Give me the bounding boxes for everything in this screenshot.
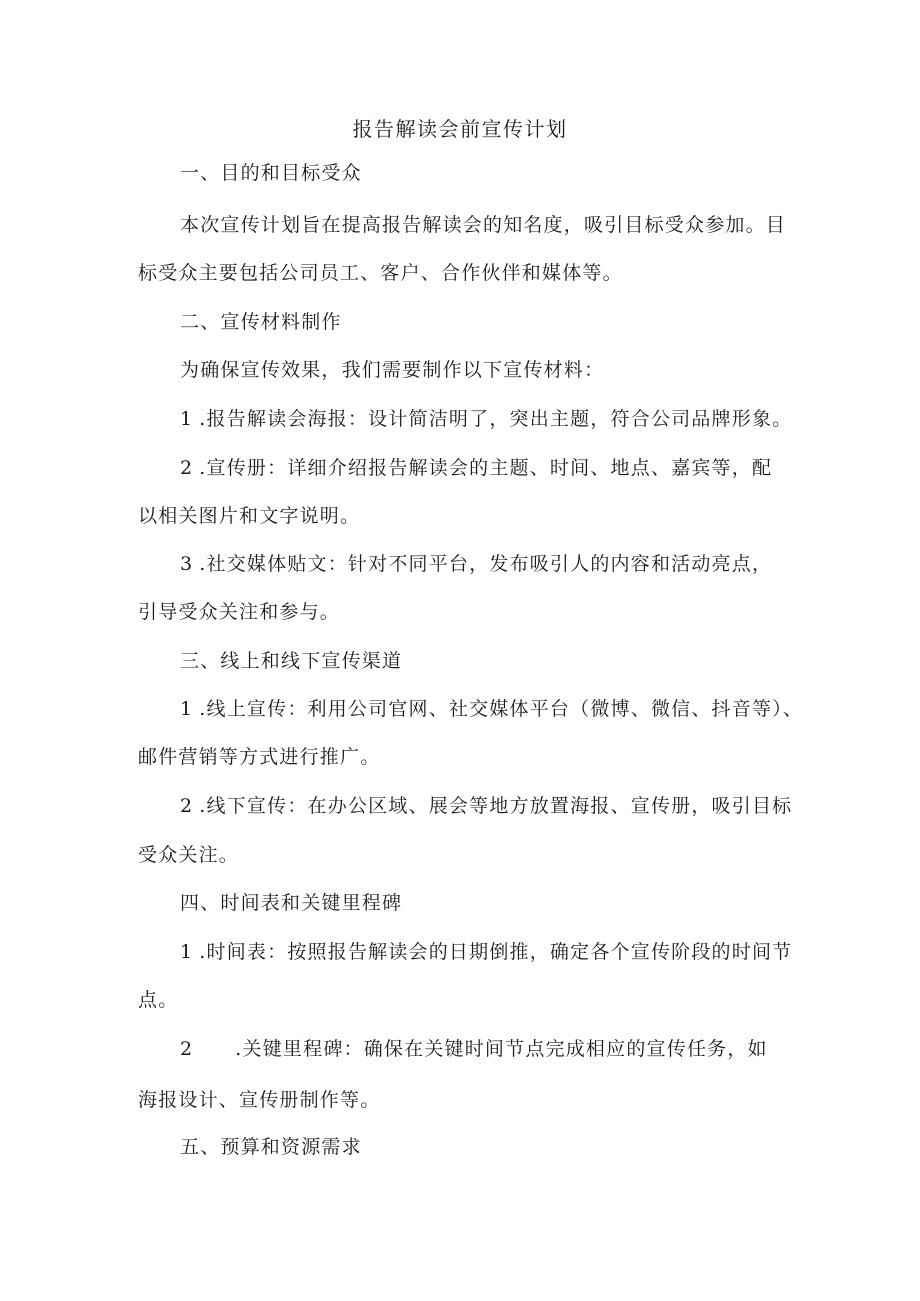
section-heading-1: 一、目的和目标受众 [180, 162, 362, 184]
list-item-line [180, 407, 792, 431]
section-heading-2: 二、宣传材料制作 [180, 311, 342, 333]
list-item-number: 2 [180, 795, 194, 817]
list-item-continuation: 点。 [138, 989, 179, 1011]
list-item-text: .报告解读会海报：设计简洁明了，突出主题，符合公司品牌形象。 [199, 408, 793, 430]
list-item-number: 2 [180, 1038, 194, 1060]
paragraph-line: 为确保宣传效果，我们需要制作以下宣传材料： [180, 359, 605, 381]
list-item-number: 3 [180, 553, 194, 575]
list-item-line [180, 940, 792, 964]
list-item-continuation: 以相关图片和文字说明。 [138, 505, 361, 527]
list-item-text: .时间表：按照报告解读会的日期倒推，确定各个宣传阶段的时间节 [199, 941, 793, 963]
list-item-line [180, 552, 772, 576]
list-item-number: 2 [180, 457, 194, 479]
list-item-continuation: 引导受众关注和参与。 [138, 601, 341, 623]
section-heading-5: 五、预算和资源需求 [180, 1136, 362, 1158]
list-item-number: 1 [180, 408, 194, 430]
list-item-continuation: 海报设计、宣传册制作等。 [138, 1089, 381, 1111]
list-item-number: 1 [180, 698, 194, 720]
list-item-continuation: 受众关注。 [138, 844, 240, 866]
list-item-line [180, 794, 792, 818]
list-item-text: .社交媒体贴文：针对不同平台，发布吸引人的内容和活动亮点， [199, 553, 773, 575]
section-heading-4: 四、时间表和关键里程碑 [180, 892, 403, 914]
list-item-line [180, 456, 772, 480]
list-item-text: .线上宣传：利用公司官网、社交媒体平台（微博、微信、抖音等）、 [199, 698, 804, 720]
list-item-continuation: 邮件营销等方式进行推广。 [138, 746, 381, 768]
list-item-line [180, 1037, 768, 1061]
paragraph-line: 标受众主要包括公司员工、客户、合作伙伴和媒体等。 [138, 262, 623, 284]
document-title: 报告解读会前宣传计划 [352, 117, 568, 141]
list-item-text: .关键里程碑：确保在关键时间节点完成相应的宣传任务，如 [235, 1038, 768, 1060]
list-item-text: .线下宣传：在办公区域、展会等地方放置海报、宣传册，吸引目标 [199, 795, 793, 817]
list-item-number: 1 [180, 941, 194, 963]
list-item-text: .宣传册：详细介绍报告解读会的主题、时间、地点、嘉宾等，配 [199, 457, 773, 479]
section-heading-3: 三、线上和线下宣传渠道 [180, 650, 403, 672]
paragraph-line: 本次宣传计划旨在提高报告解读会的知名度，吸引目标受众参加。目 [180, 214, 787, 236]
list-item-line [180, 697, 803, 721]
